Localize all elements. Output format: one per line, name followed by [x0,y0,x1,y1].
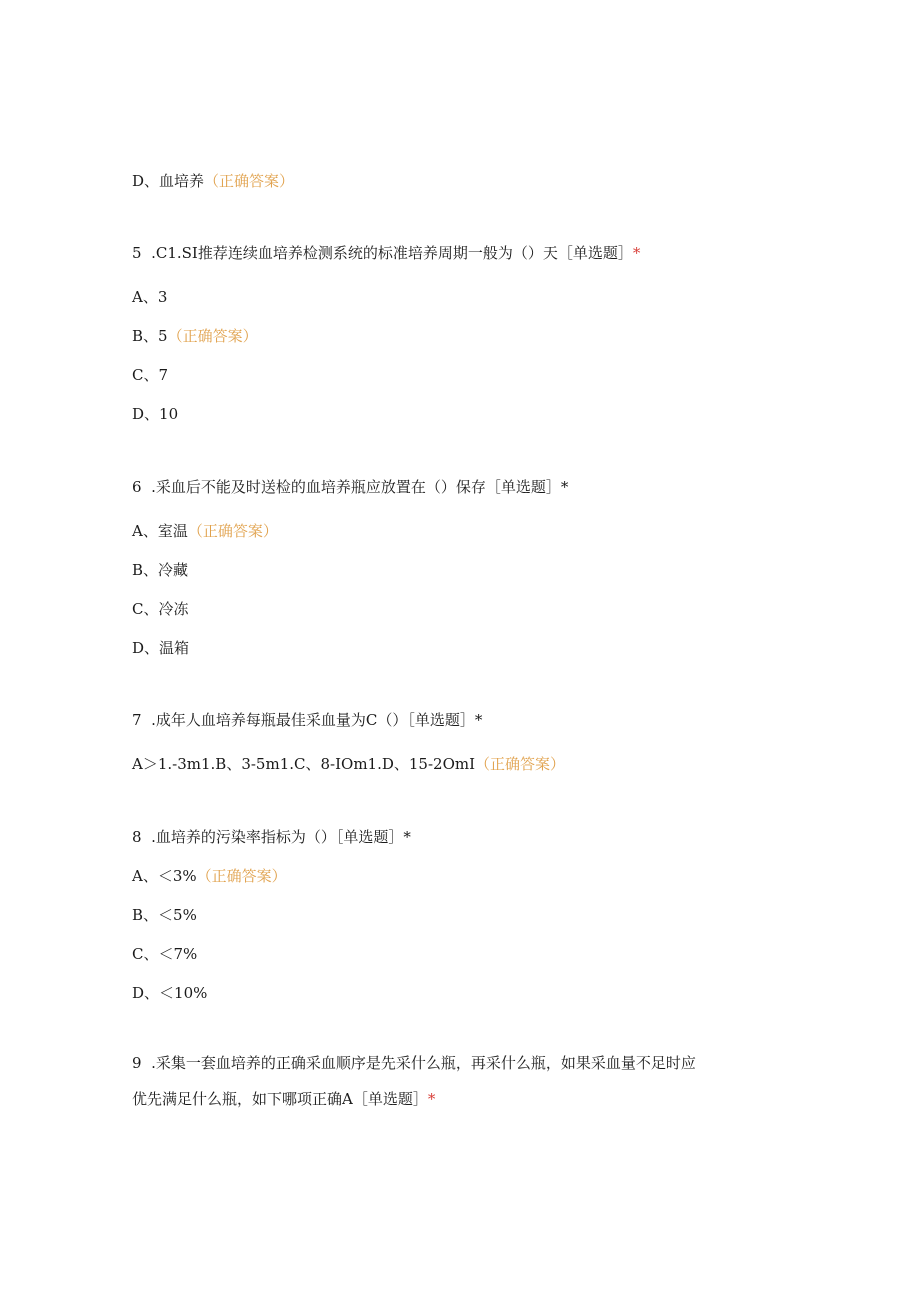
option-row[interactable] [132,171,294,191]
question-text: .采集一套血培养的正确采血顺序是先采什么瓶，再采什么瓶，如果采血量不足时应 [151,1054,696,1072]
question-title-continued [132,1089,435,1109]
option-row[interactable] [132,905,197,925]
question-number: 7 [132,711,142,729]
question-title [132,710,482,730]
question-text: 优先满足什么瓶，如下哪项正确A［单选题］ [132,1090,428,1108]
question-title [132,477,568,497]
option-text: C、＜7% [132,945,198,963]
option-text: D、温箱 [132,639,190,657]
question-title [132,1053,696,1073]
option-row[interactable] [132,983,207,1003]
option-row[interactable] [132,754,565,774]
question-number: 5 [132,244,142,262]
question-number: 6 [132,478,142,496]
required-mark: * [403,828,411,846]
question-text: .C1.SI推荐连续血培养检测系统的标准培养周期一般为（）天［单选题］ [151,244,633,262]
option-text: C、7 [132,366,169,384]
option-text: A、3 [132,288,168,306]
option-text: B、5 [132,327,168,345]
option-row[interactable] [132,944,197,964]
option-text: A＞1.-3m1.B、3-5m1.C、8-IOm1.D、15-2OmI [132,755,476,773]
correct-answer-tag: （正确答案） [475,755,566,773]
option-row[interactable] [132,866,287,886]
required-mark: * [560,478,569,496]
required-mark: * [632,244,641,262]
option-text: A、室温 [132,522,188,540]
required-mark: * [474,711,483,729]
option-row[interactable] [132,638,189,658]
correct-answer-tag: （正确答案） [204,172,295,190]
required-mark: * [427,1090,436,1108]
question-title [132,243,640,263]
option-text: D、＜10% [132,984,208,1002]
option-row[interactable] [132,404,178,424]
option-row[interactable] [132,521,278,541]
option-row[interactable] [132,365,168,385]
option-text: C、冷冻 [132,600,189,618]
option-text: D、10 [132,405,179,423]
correct-answer-tag: （正确答案） [187,522,278,540]
question-text: .采血后不能及时送检的血培养瓶应放置在（）保存［单选题］ [151,478,561,496]
correct-answer-tag: （正确答案） [167,327,258,345]
option-row[interactable] [132,599,188,619]
option-text: B、＜5% [132,906,197,924]
option-row[interactable] [132,560,188,580]
correct-answer-tag: （正确答案） [196,867,287,885]
option-row[interactable] [132,287,167,307]
question-title [132,827,411,847]
question-number: 9 [132,1054,142,1072]
question-text: .血培养的污染率指标为（）［单选题］ [151,828,404,846]
question-text: .成年人血培养每瓶最佳采血量为C（）［单选题］ [151,711,475,729]
option-text: D、血培养 [132,172,205,190]
option-text: A、＜3% [132,867,197,885]
question-number: 8 [132,828,142,846]
option-text: B、冷藏 [132,561,189,579]
option-row[interactable] [132,326,258,346]
